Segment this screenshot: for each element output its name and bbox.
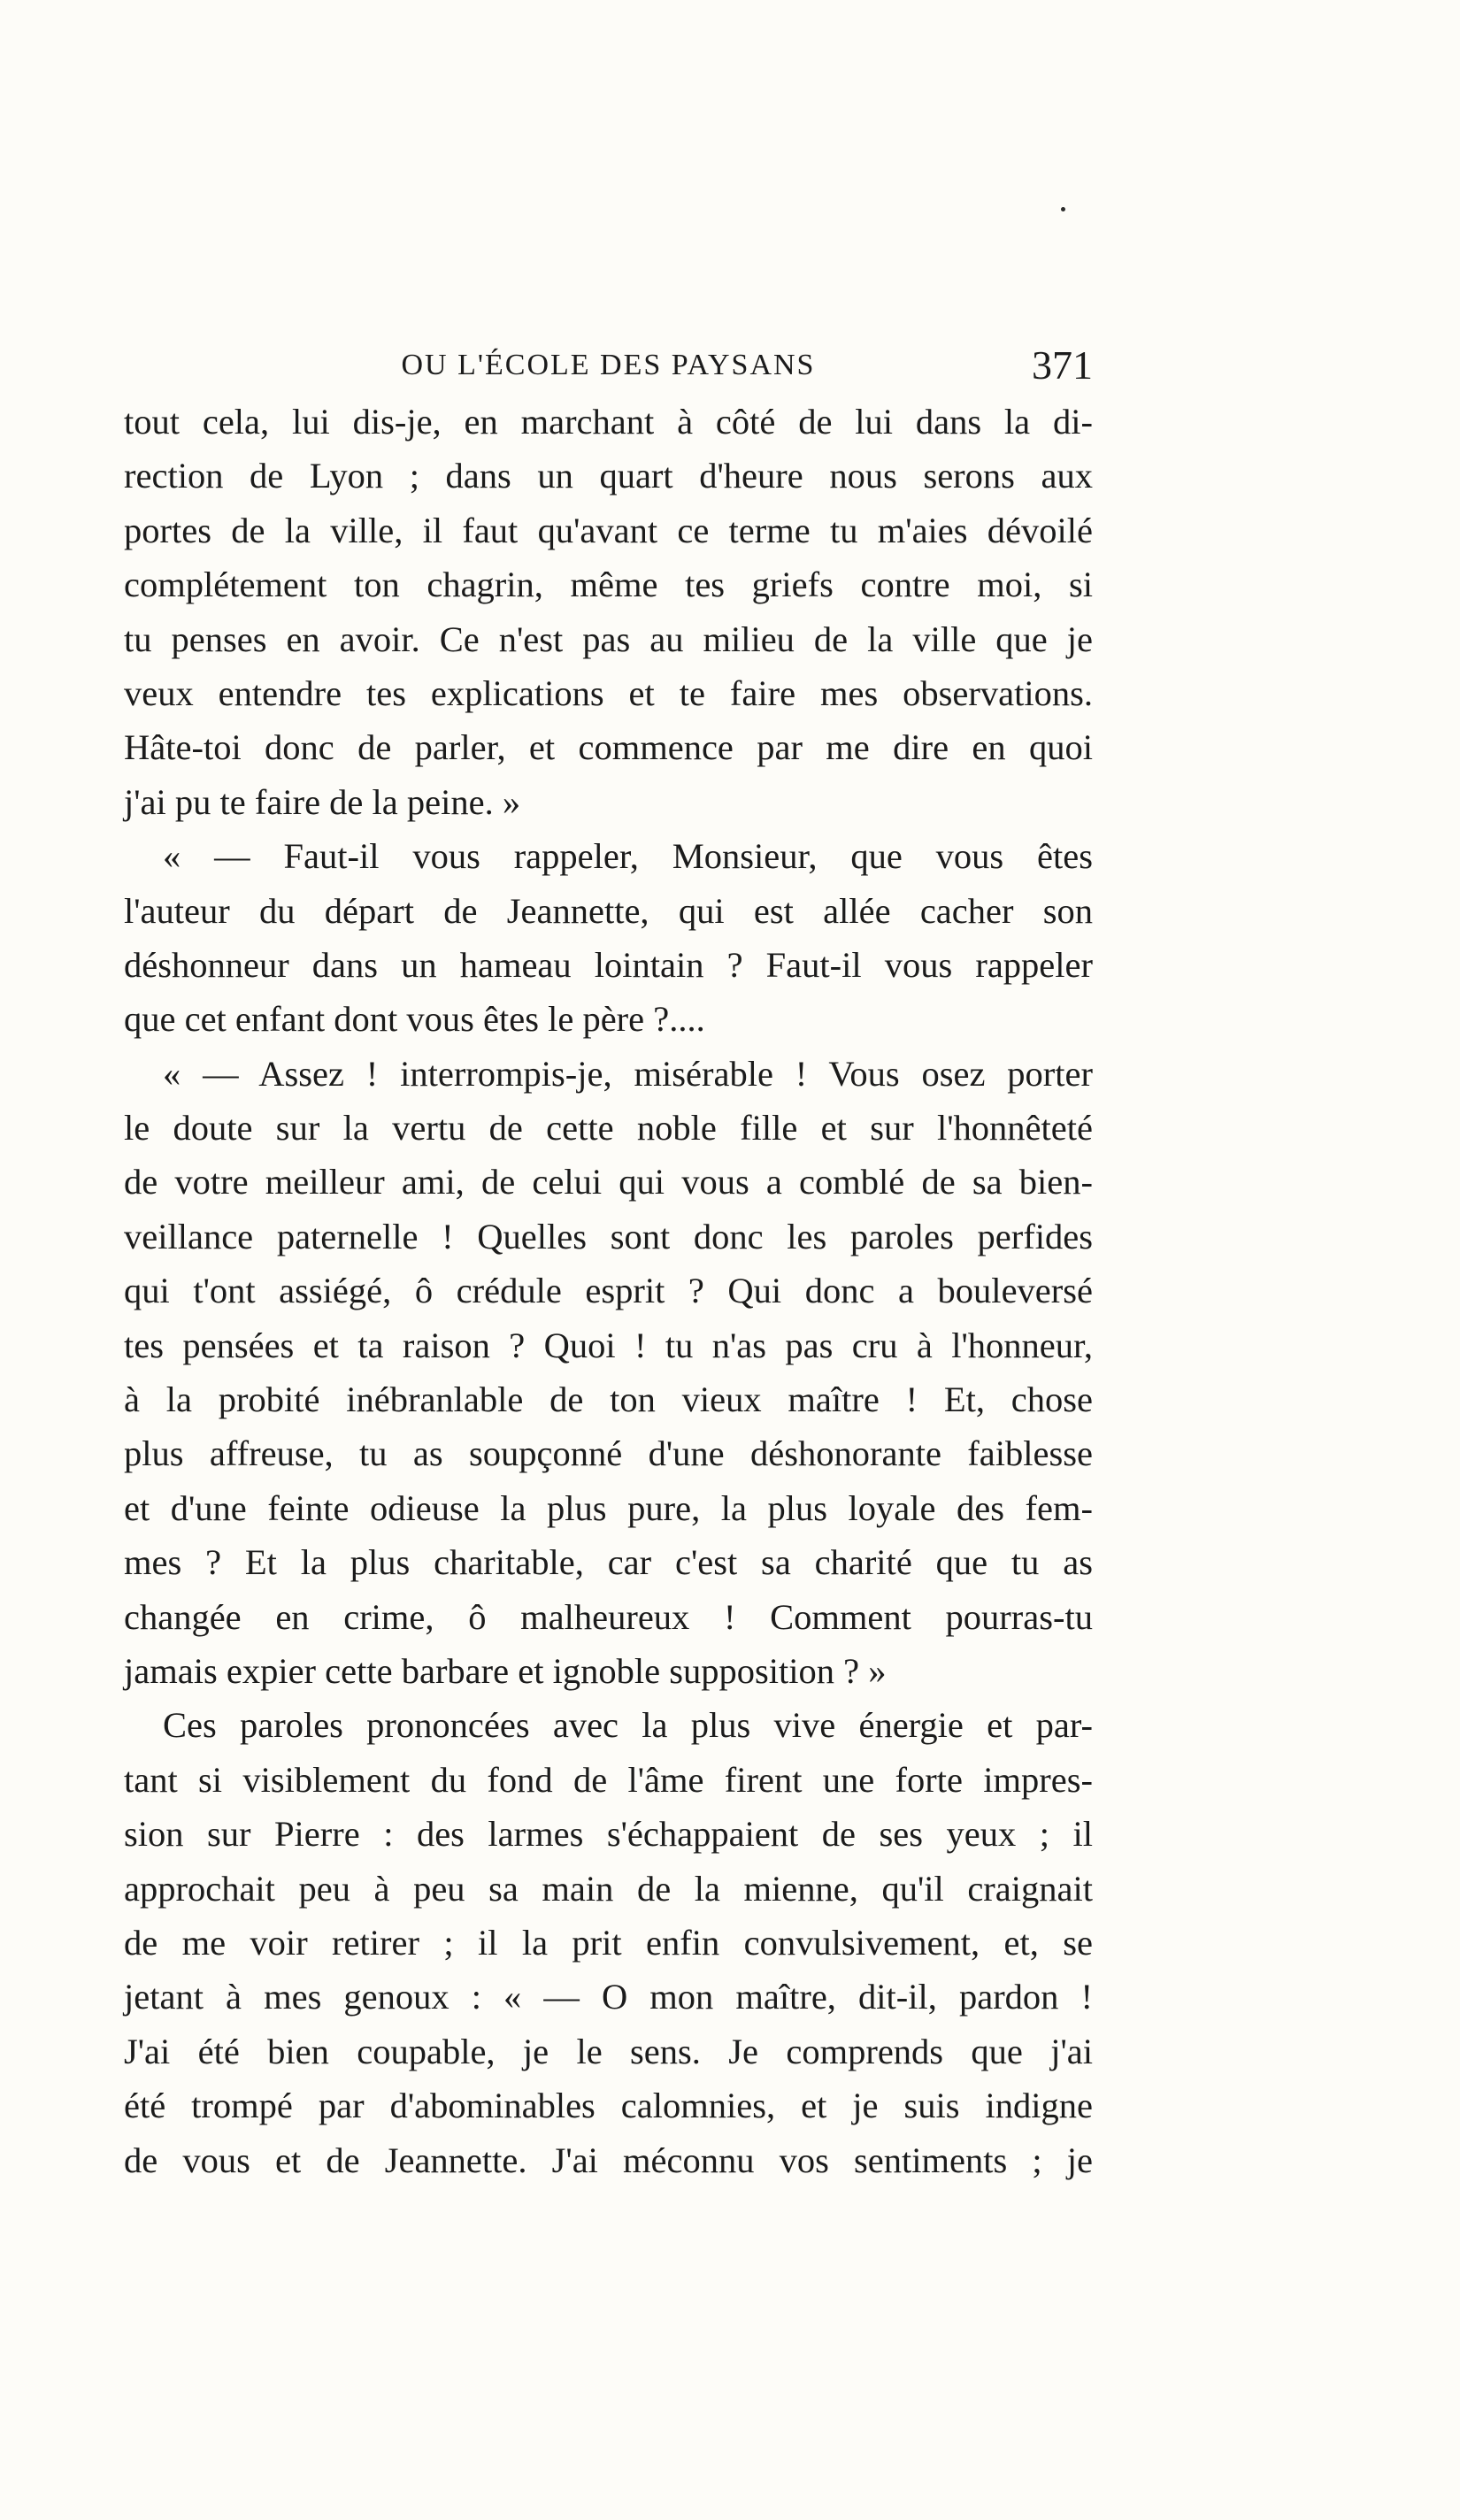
text-line: de me voir retirer ; il la prit enfin convulsivement, et, se (124, 1922, 1093, 1963)
text-line: tout cela, lui dis-je, en marchant à côté de lui dans la di- (124, 402, 1093, 442)
text-line: à la probité inébranlable de ton vieux maître ! Et, chose (124, 1379, 1093, 1420)
text-line: approchait peu à peu sa main de la mienne, qu'il craignait (124, 1868, 1093, 1909)
text-line: tu penses en avoir. Ce n'est pas au milieu de la ville que je (124, 618, 1093, 659)
text-line: de votre meilleur ami, de celui qui vous a comblé de sa bien- (124, 1162, 1093, 1202)
running-title: OU L'ÉCOLE DES PAYSANS (401, 349, 816, 381)
text-line: veux entendre tes explications et te faire mes observations. (124, 672, 1093, 713)
page-number: 371 (1032, 342, 1093, 388)
text-line: Hâte-toi donc de parler, et commence par me dire en quoi (124, 727, 1093, 768)
running-head (124, 340, 1093, 393)
text-line: J'ai été bien coupable, je le sens. Je comprends que j'ai (124, 2031, 1093, 2071)
text-line: tant si visiblement du fond de l'âme firent une forte impres- (124, 1759, 1093, 1800)
text-line: été trompé par d'abominables calomnies, et je suis indigne (124, 2086, 1093, 2126)
text-line: l'auteur du départ de Jeannette, qui est allée cacher son (124, 890, 1093, 931)
text-line: jetant à mes genoux : « — O mon maître, dit-il, pardon ! (124, 1977, 1093, 2017)
text-line: jamais expier cette barbare et ignoble supposition ? » (124, 1650, 887, 1691)
text-line: déshonneur dans un hameau lointain ? Faut-il vous rappeler (124, 944, 1093, 985)
text-line: sion sur Pierre : des larmes s'échappaient de ses yeux ; il (124, 1814, 1093, 1855)
text-line: « — Faut-il vous rappeler, Monsieur, que vous êtes (163, 836, 1093, 877)
text-line: complétement ton chagrin, même tes griefs contre moi, si (124, 565, 1093, 605)
text-line: « — Assez ! interrompis-je, misérable ! Vous osez porter (163, 1053, 1093, 1094)
text-line: plus affreuse, tu as soupçonné d'une déshonorante faiblesse (124, 1433, 1093, 1474)
text-line: rection de Lyon ; dans un quart d'heure nous serons aux (124, 456, 1093, 496)
text-line: que cet enfant dont vous êtes le père ?.... (124, 999, 705, 1040)
text-line: j'ai pu te faire de la peine. » (124, 781, 521, 822)
text-line: qui t'ont assiégé, ô crédule esprit ? Qui donc a bouleversé (124, 1271, 1093, 1311)
text-line: tes pensées et ta raison ? Quoi ! tu n'as pas cru à l'honneur, (124, 1325, 1093, 1365)
ink-speck (1061, 207, 1065, 211)
text-line: changée en crime, ô malheureux ! Comment pourras-tu (124, 1596, 1093, 1637)
text-line: Ces paroles prononcées avec la plus vive énergie et par- (163, 1705, 1093, 1746)
body-text (124, 395, 1093, 2187)
text-line: mes ? Et la plus charitable, car c'est sa charité que tu as (124, 1542, 1093, 1583)
text-line: veillance paternelle ! Quelles sont donc les paroles perfides (124, 1216, 1093, 1256)
text-line: de vous et de Jeannette. J'ai méconnu vos sentiments ; je (124, 2140, 1093, 2180)
text-line: le doute sur la vertu de cette noble fille et sur l'honnêteté (124, 1108, 1093, 1149)
text-line: portes de la ville, il faut qu'avant ce terme tu m'aies dévoilé (124, 510, 1093, 550)
text-line: et d'une feinte odieuse la plus pure, la plus loyale des fem- (124, 1487, 1093, 1528)
